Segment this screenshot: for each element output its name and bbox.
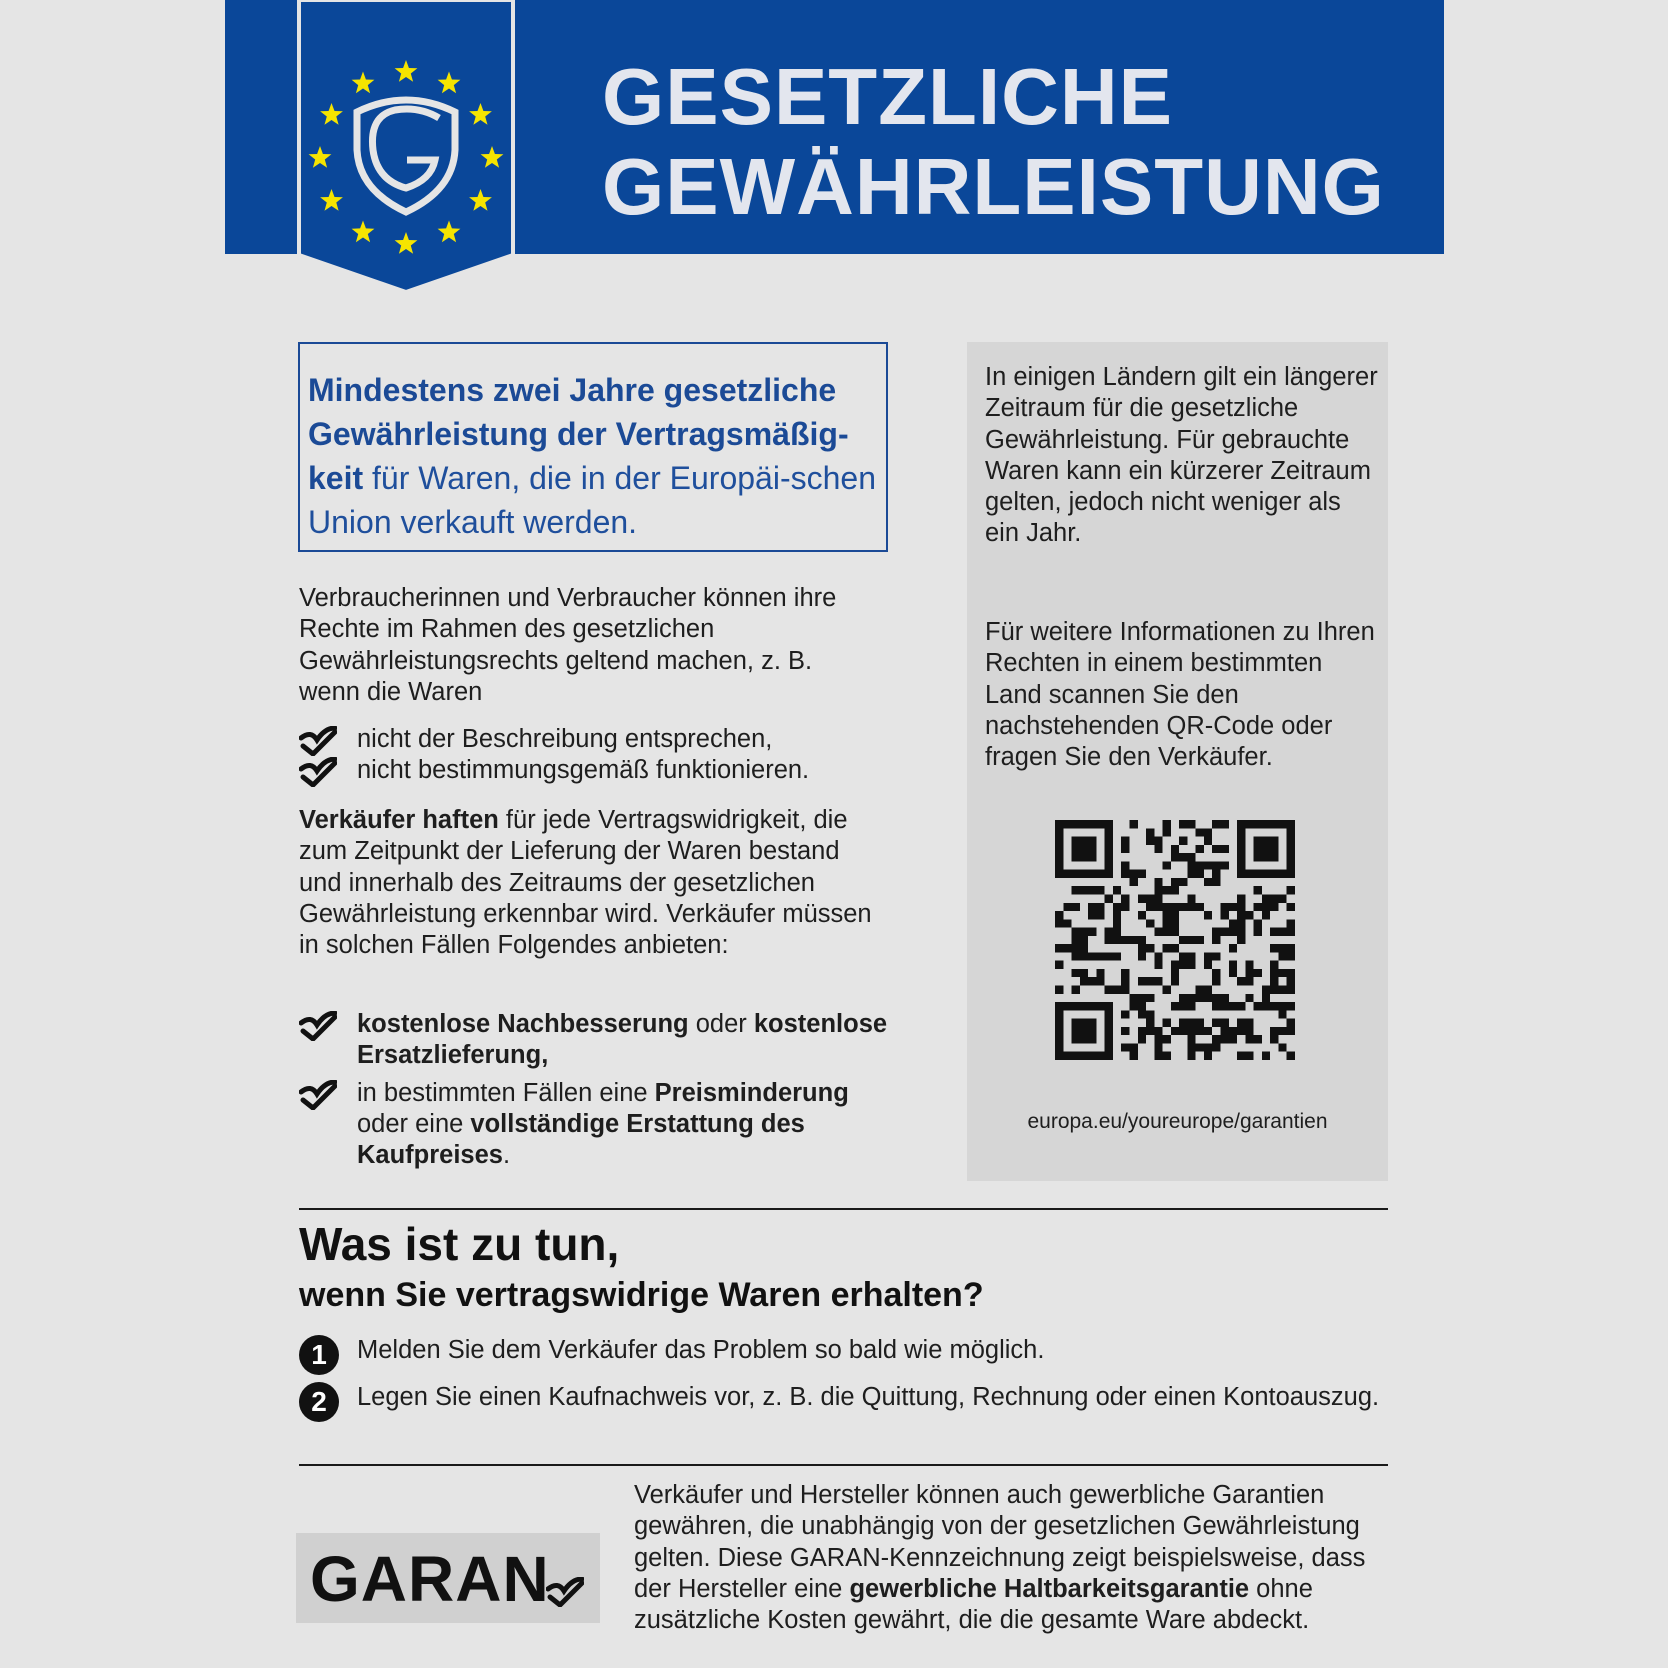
garan-logo xyxy=(296,1533,600,1623)
list-item xyxy=(299,1382,1389,1418)
condition-text: nicht bestimmungsgemäß funktionieren. xyxy=(357,756,810,785)
garan-text: Verkäufer und Hersteller können auch gewerbliche Garantien gewähren, die unabhängig von der gesetzlichen Gewährleistung gelten. Diese GARAN-Kennzeichnung zeigt beispielsweise, dass der Hersteller eine xyxy=(634,1481,1366,1603)
condition-text: nicht der Beschreibung entsprechen, xyxy=(357,725,773,753)
info-panel xyxy=(967,342,1388,1181)
qr-code-modules xyxy=(1055,820,1295,1060)
checkmark-icon xyxy=(299,1011,337,1041)
consumers-paragraph: Verbraucherinnen und Verbraucher können ihre Rechte im Rahmen des gesetzlichen Gewährleistungsrechts geltend machen, z. B. wenn die Waren xyxy=(299,584,837,706)
remedy-text: . xyxy=(502,1141,511,1170)
remedy-text: in bestimmten Fällen eine xyxy=(357,1078,655,1107)
garan-logo-text: GARAN xyxy=(310,1543,550,1615)
garan-paragraph xyxy=(634,1480,1394,1636)
remedy-text: oder eine xyxy=(357,1109,471,1138)
section-subtitle: wenn Sie vertragswidrige Waren erhalten? xyxy=(299,1276,984,1314)
step-number-badge: 1 xyxy=(299,1335,339,1375)
seller-paragraph xyxy=(299,805,879,961)
highlight-text: für Waren, die in der Europäi-schen Union verkauft werden. xyxy=(308,460,876,540)
divider xyxy=(299,1208,1388,1210)
qr-code-icon[interactable] xyxy=(1055,820,1295,1060)
conditions-list xyxy=(299,724,899,787)
title-line-2: GEWÄHRLEISTUNG xyxy=(602,142,1385,231)
seller-text: für jede Vertragswidrigkeit, die zum Zeitpunkt der Lieferung der Waren bestand und innerhalb des Zeitraums der gesetzlichen Gewährleistung erkennbar wird. Verkäufer müssen in solchen Fällen Folgendes anbieten: xyxy=(299,806,872,960)
remedies-list xyxy=(299,1009,899,1177)
remedy-text: oder xyxy=(688,1010,754,1038)
remedy-bold: kostenlose Nachbesserung xyxy=(357,1010,689,1038)
checkmark-icon xyxy=(299,757,337,787)
garan-text: ohne zusätzliche Kosten gewährt, die die gesamte Ware abdeckt. xyxy=(634,1574,1313,1635)
remedy-bold: Preisminderung xyxy=(654,1078,849,1107)
info-text-qr: Für weitere Informationen zu Ihren Rechten in einem bestimmten Land scannen Sie den nachstehenden QR-Code oder fragen Sie den Verkäufer. xyxy=(985,618,1375,772)
step-text: Melden Sie dem Verkäufer das Problem so bald wie möglich. xyxy=(357,1336,1045,1364)
checkmark-icon xyxy=(299,726,337,756)
steps-list xyxy=(299,1335,1389,1430)
remedy-bold: kostenlose Ersatzlieferung, xyxy=(357,1010,888,1070)
eu-guarantee-shield-icon xyxy=(295,0,517,295)
step-text: Legen Sie einen Kaufnachweis vor, z. B. die Quittung, Rechnung oder einen Kontoauszug. xyxy=(357,1383,1380,1412)
section-title: Was ist zu tun, xyxy=(299,1218,620,1270)
list-item xyxy=(299,755,899,786)
highlight-box xyxy=(298,342,888,552)
seller-bold: Verkäufer haften xyxy=(299,806,499,834)
remedy-bold: vollständige Erstattung des Kaufpreises xyxy=(357,1109,805,1170)
page-title xyxy=(602,52,1385,232)
info-text-countries: In einigen Ländern gilt ein längerer Zeitraum für die gesetzliche Gewährleistung. Für gebrauchte Waren kann ein kürzerer Zeitraum gelten, jedoch nicht weniger als ein Jahr. xyxy=(985,363,1378,548)
qr-url-link[interactable]: europa.eu/youreurope/garantien xyxy=(1027,1110,1328,1133)
list-item xyxy=(299,1335,1389,1370)
list-item xyxy=(299,1009,899,1072)
list-item xyxy=(299,724,899,755)
highlight-bold-text: Mindestens zwei Jahre gesetzliche Gewährleistung der Vertragsmäßig-keit xyxy=(308,372,849,496)
checkmark-icon xyxy=(299,1080,337,1110)
divider xyxy=(299,1464,1388,1466)
title-line-1: GESETZLICHE xyxy=(602,52,1174,141)
step-number-badge: 2 xyxy=(299,1382,339,1422)
garan-bold: gewerbliche Haltbarkeitsgarantie xyxy=(849,1574,1250,1603)
list-item xyxy=(299,1078,899,1172)
checkmark-icon xyxy=(546,1577,584,1607)
